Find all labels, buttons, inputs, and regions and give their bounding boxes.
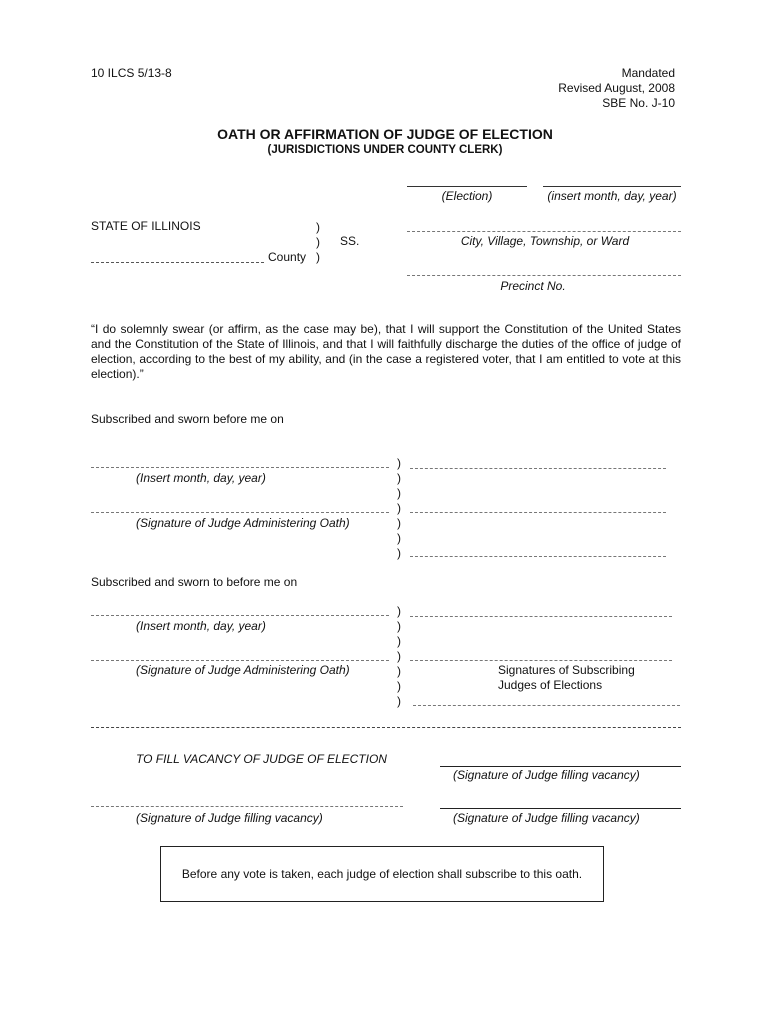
section1-parens: ) ) ) ) ) ) ): [397, 456, 401, 560]
section1-signature-label: (Signature of Judge Administering Oath): [136, 516, 350, 530]
ss-label: SS.: [340, 234, 360, 248]
vacancy-signature-left-field[interactable]: [91, 806, 403, 807]
state-label: STATE OF ILLINOIS: [91, 219, 201, 233]
vacancy-signature-left-label: (Signature of Judge filling vacancy): [136, 811, 323, 825]
revised-date: Revised August, 2008: [558, 81, 675, 95]
vacancy-signature-right-bottom-label: (Signature of Judge filling vacancy): [453, 811, 640, 825]
form-title: OATH OR AFFIRMATION OF JUDGE OF ELECTION: [217, 126, 553, 142]
section2-judge-signature-3[interactable]: [413, 705, 680, 706]
section2-parens: ) ) ) ) ) ) ): [397, 604, 401, 708]
vacancy-signature-right-top-field[interactable]: [440, 766, 681, 767]
section1-date-field[interactable]: [91, 467, 389, 468]
vacancy-signature-right-top-label: (Signature of Judge filling vacancy): [453, 768, 640, 782]
statute-reference: 10 ILCS 5/13-8: [91, 66, 172, 80]
sbe-number: SBE No. J-10: [602, 96, 675, 110]
section2-date-field[interactable]: [91, 615, 389, 616]
section2-heading: Subscribed and sworn to before me on: [91, 575, 298, 589]
election-field[interactable]: [407, 186, 527, 187]
section1-administering-signature-field[interactable]: [91, 512, 389, 513]
section1-judge-signature-1[interactable]: [410, 468, 666, 469]
mandated-label: Mandated: [621, 66, 675, 80]
county-label: County: [268, 250, 307, 264]
election-label: (Election): [441, 189, 493, 203]
venue-parens: ) ) ): [316, 220, 320, 264]
section2-administering-signature-field[interactable]: [91, 660, 389, 661]
county-field[interactable]: [91, 262, 264, 263]
section2-judge-signature-1[interactable]: [410, 616, 672, 617]
section1-judge-signature-3[interactable]: [410, 556, 666, 557]
section1-judge-signature-2[interactable]: [410, 512, 666, 513]
city-label: City, Village, Township, or Ward: [460, 234, 630, 248]
section2-signature-label: (Signature of Judge Administering Oath): [136, 663, 350, 677]
precinct-field[interactable]: [407, 275, 681, 276]
vacancy-heading: TO FILL VACANCY OF JUDGE OF ELECTION: [136, 752, 387, 766]
notice-box: [160, 846, 604, 902]
election-date-field[interactable]: [543, 186, 681, 187]
notice-text: Before any vote is taken, each judge of election shall subscribe to this oath.: [181, 867, 583, 881]
section2-judge-signature-2[interactable]: [410, 660, 672, 661]
precinct-label: Precinct No.: [500, 279, 566, 293]
form-subtitle: (JURISDICTIONS UNDER COUNTY CLERK): [267, 144, 503, 156]
section1-date-label: (Insert month, day, year): [136, 471, 266, 485]
election-date-label: (insert month, day, year): [547, 189, 677, 203]
vacancy-signature-right-bottom-field[interactable]: [440, 808, 681, 809]
subscribing-judges-label-1: Signatures of Subscribing: [498, 663, 635, 677]
subscribing-judges-label-2: Judges of Elections: [498, 678, 603, 692]
city-field[interactable]: [407, 231, 681, 232]
section-divider: [91, 727, 681, 728]
section1-heading: Subscribed and sworn before me on: [91, 412, 284, 426]
section2-date-label: (Insert month, day, year): [136, 619, 266, 633]
oath-text: “I do solemnly swear (or affirm, as the case may be), that I will support the Constitution of the United States and the Constitution of the State of Illinois, and that I will faithfully discharge the duties of the office of judge of election, according to the best of my ability, and (in the case a registered voter, that I am entitled to vote at this election).”: [91, 322, 681, 381]
